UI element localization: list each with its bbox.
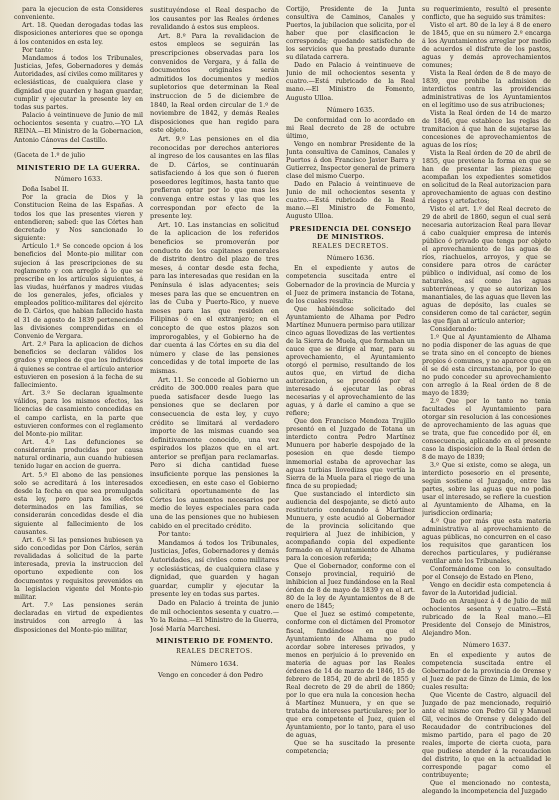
paragraph: Art. 7.º Las pensiones serán declaradas en virtud de expedientes instruidos con arreglo á las disposiciones del Monte-pio militar, — [14, 602, 143, 634]
paragraph: Visto el art. 1.º del Real decreto de 29 de abril de 1860, segun el cual será necesaria autorizacion Real para llevar á cabo cualquier empresa de interés público ó privado que tenga por objeto el aprovechamiento de las aguas de ríos, riachuelos, arroyos, y que se considere para otros de carácter público o individual, así como de los naturales, así como las aguas subterráneas, y que se autorizan los manantiales, de las aguas que lleven las aguas de depósito, las cuales se consideren como de tal carácter, según las que fijan al artículo anterior; — [422, 206, 551, 325]
paragraph: 4.º Que por más que esta materia administrativa al aprovechamiento de aguas públicas, no concurren en el caso los requisitos que garanticen los derechos particulares, y pudiéranse ventilar ante los Tribunales, — [422, 518, 551, 565]
section-heading: PRESIDENCIA DEL CONSEJO DE MINISTROS. — [289, 225, 412, 242]
paragraph: para la ejecucion de esta Consideres conveniente. — [14, 6, 143, 22]
section-heading: MINISTERIO DE FOMENTO. — [155, 637, 274, 646]
column-2 — [150, 6, 279, 796]
paragraph: Considerando: — [430, 326, 477, 333]
column-4 — [422, 6, 551, 796]
paragraph: Dado en Palacio á veintinueve de Junio de mil ochocientos sesenta y cuatro.—Está rubricado de la Real mano.—El Ministro de Fomento, Augusto Ulloa. — [286, 180, 415, 221]
paragraph: Mandamos á todos los Tribunales, Justicias, Jefes, Gobernadores y demás Autoridades, así civiles como militares y eclesiásticas, de cualquiera clase y dignidad, que guarden y hagan guardar, cumplir y ejecutar la presente ley en todas sus partes. — [150, 538, 279, 599]
paragraph: Conformándome con lo consultado por el Consejo de Estado en Pleno, — [422, 566, 551, 581]
paragraph: Dado en Palacio á veintinueve de Junio de mil ochocientos sesenta y cuatro.—Está rubricado de la Real mano.—El Ministro de Fomento, Augusto Ulloa. — [286, 62, 415, 102]
paragraph: Dado en Palacio á treinta de junio de mil ochocientos sesenta y cuatro.—Yo la Reina.—El Ministro de la Guerra, José María Marchesi. — [150, 598, 279, 633]
paragraph: Por tanto: — [158, 530, 191, 539]
paragraph: Artículo 1.º Se concede opcion á los beneficios del Monte-pio militar con sujecion á las prescripciones de su reglamento y con arreglo á lo que se prescribe en los artículos siguientes, á las viudas, huérfanos y madres viudas de los generales, jefes, oficiales y empleados político-militares del ejército de D. Cárlos, que habian fallecido hasta el 31 de agosto de 1839 perteneciendo las divisiones comprendidas en el Convenio de Vergara. — [14, 243, 143, 340]
gazette-citation: (Gaceta de 1.º de julio — [14, 151, 86, 159]
paragraph: Vengo en conceder á don Pedro — [158, 671, 263, 680]
paragraph: Por la gracia de Dios y la Constitucion Reina de las Españas. A todos los que las presentes vieren y entendieren; sabed: que las Córtes han decretado y Nos sancionado lo siguiente: — [14, 194, 143, 243]
paragraph: Que habiéndose solicitado del Ayuntamiento de Alhama por Pedro Martínez Munuera permiso para utilizar cinco aguas llovedizas de las vertientes de la Sierra de Muela, que formaban un cauce que se dirige al mar, para su aprovechamiento, el Ayuntamiento otorgó el permiso, resultando de los autos que, en virtud de dicha autorizacion, se procedió por el interesado á ejecutar las obras necesarias y el aprovechamiento de las aguas, y á darle el camino a que se refiere; — [286, 305, 415, 418]
paragraph: 2.º Que por lo tanto no tenia facultades el Ayuntamiento para otorgar sin resolucion á las concesiones de aprovechamiento de las aguas que se trata, que fue concedido por él, en consecuencia, aplicando en el presente caso la disposicion de la Real órden de 8 de mayo de 1839; — [422, 398, 551, 461]
paragraph: Art. 10. Las instancias en solicitud de la aplicacion de los referidos beneficios se promoverán por conducto de los capitanes generales de distrito dentro del plazo de tres meses, á contar desde esta fecha, para las interesadas que residan en la Península é islas adyacentes; seis meses para las que se encuentren en las de Cuba y Puerto-Rico, y nueve meses para las que residen en Filipinas ó en el extranjero; en el concepto de que estos plazos son improrogables, y el Gobierno ha de dar cuenta á las Córtes en su dia del número y clase de las pensiones concedidas y de total importe de las mismas. — [150, 220, 279, 375]
paragraph: Que sustanciado el interdicto sin audiencia del despojante, se dictó auto restitutorio condenando á Martínez Munuera, y este acudió al Gobernador de la provincia solicitando que requiriera al Juez de inhibicion, y acompañando copia del expediente formado en el Ayuntamiento de Alhama para la concesion referida; — [286, 490, 415, 563]
paragraph: En el expediente y autos de competencia suscitada entre el Gobernador de la provincia de Murcia y el Juez de primera instancia de Totana, de los cuales resulta: — [286, 265, 415, 305]
paragraph: En el expediente y autos de competencia suscitada entre el Gobernador de la provincia de Orense y el Juez de paz de Ginzo de Limia, de los cuales resulta: — [422, 652, 551, 691]
paragraph: Que don Francisco Mendoza Trujillo presentó en el Juzgado de Totana un interdicto contra Pedro Martínez Munuera por haberle despojado de la posesion en que desde tiempo inmemorial estaba de aprovechar las aguas turbias llovedizas que vertía la Sierra de la Muela para el riego de una finca de su propiedad; — [286, 418, 415, 490]
divider-rule — [53, 148, 105, 149]
paragraph: Art. 18. Quedan derogadas todas las disposiciones anteriores que se oponga á los contenidos en esta ley. — [14, 22, 143, 46]
decree-number: Número 1634. — [190, 659, 239, 668]
paragraph: Vista la Real órden de 20 de abril de 1855, que previene la forma en que se han de presentar las piezas que acompañan los expedientes sometidos en solicitud de la Real autorizacion para aprovechamiento de aguas con destino á riegos y artefactos; — [422, 150, 551, 205]
paragraph: Vista la Real órden de 8 de mayo de 1839, que prohibe la admision de interdictos contra las providencias administrativas de los Ayuntamientos en el legítimo uso de sus atribuciones; — [422, 70, 551, 109]
decree-number: Número 1637. — [462, 641, 511, 649]
column-1 — [14, 6, 143, 796]
paragraph: Que se ha suscitado la presente competencia; — [286, 740, 415, 756]
paragraph: Que el Juez se estimó competente, conforme con el dictámen del Promotor fiscal, fundándose en que el Ayuntamiento de Alhama no pudo acordar sobre intereses privados, y menos en perjuicio á lo prevenido en materia de aguas por las Reales órdenes de 14 de marzo de 1846, 15 de febrero de 1854, 20 de abril de 1855 y Real decreto de 29 de abril de 1860; por lo que era nula la concesion hecha á Martínez Munuera, y en que se trataba de intereses particulares; por lo que era competente el Juez, quien el Ayuntamiento, por lo tanto, para el uso de aguas, — [286, 611, 415, 740]
paragraph: Dado en Aranjuez á 4 de Julio de mil ochocientos sesenta y cuatro.—Está rubricado de la Real mano.—El Presidente del Consejo de Ministros, Alejandro Mon. — [422, 598, 551, 637]
paragraph: sustituyéndose el Real despacho de los causantes por las Reales órdenes revalidando á estos sus empleos. — [150, 6, 279, 32]
paragraph: Art. 4.º Las defunciones se considerarán producidas por causa natural ordinaria, aun cuando hubiesen tenido lugar en accion de guerra. — [14, 438, 143, 471]
paragraph: Por tanto: — [22, 46, 54, 54]
column-3 — [286, 6, 415, 796]
section-subheading: REALES DECRETOS. — [312, 243, 389, 251]
decree-number: Número 1635. — [326, 105, 375, 114]
paragraph: 3.º Que si existe, como se alega, un interdicto posesorio en el presente, según sostiene el Juzgado, entre las partes, sobre las aguas que no podia usar el interesado, se refiere la cuestion al Ayuntamiento de Alhama, en la jurisdiccion ordinaria; — [422, 462, 551, 517]
paragraph: Palacio á veintinueve de Junio de mil ochocientos sesenta y cuatro.—YO LA REINA.—El Ministro de la Gobernacion, Antonio Cánovas del Castillo. — [14, 112, 143, 144]
paragraph: De conformidad con lo acordado en mi Real decreto de 28 de octubre último, — [286, 116, 415, 140]
paragraph: Art. 2.º Para la aplicacion de dichos beneficios se declaran válidos los grados y empleos de que los individuos á quienes se contrae el artículo anterior estuvieren en posesion á la fecha de su fallecimiento. — [14, 341, 143, 389]
paragraph: Art. 5.º El abono de las pensiones solo se acreditará á los interesados desde la fecha en que sea promulgada esta ley, pero para los efectos determinados en las familias, se considerarán concedidas desde el dia siguiente al fallecimiento de los causantes. — [14, 471, 143, 536]
paragraph: Visto el art. 80 de la ley á 8 de enero de 1845, que en su número 2.º encarga á los Ayuntamientos arreglar por medio de acuerdos el disfrute de los pastos, aguas y demás aprovechamientos comunes; — [422, 22, 551, 69]
paragraph: Que Vicente de Castro, alguacil del Juzgado de paz mencionado, requirió ante el mismo con Pedro Gil y Manuel Gil, vecinos de Orense y delegado del Recaudador de contribuciones del mismo partido, para el pago de 20 reales, importe de cierta cuota, para que pudiese atender á la recaudacion del distrito, lo que en la actualidad le corresponde pagar como el contribuyente; — [422, 692, 551, 779]
decree-number: Número 1636. — [326, 254, 375, 263]
section-heading: MINISTERIO DE LA GUERRA. — [16, 163, 141, 172]
paragraph: 1.º Que al Ayuntamiento de Alhama no podia disponer de las aguas de que se trata sino en el concepto de bienes propios ó comunes, y no aparece que en él se dé esta circunstancia, por lo que no pudo conceder su aprovechamiento con arreglo á la Real órden de 8 de mayo de 1839; — [422, 334, 551, 397]
paragraph: Vengo en decidir esta competencia á favor de la Autoridad judicial. — [422, 582, 551, 597]
section-subheading: REALES DECRETOS. — [176, 647, 253, 655]
paragraph: Vista la Real órden de 14 de marzo de 1846, que establece las reglas de tramitacion á que han de sujetarse las concesiones de aprovechamientos de aguas de los ríos; — [422, 110, 551, 149]
paragraph: Art. 3.º Se declaran igualmente válidos, para los mismos efectos, las licencias de casamiento concedidas en el campo carlista, en la parte que estuvieren conformes con el reglamento del Monte-pio militar. — [14, 390, 143, 438]
paragraph: Art. 9.º Las pensiones en el dia reconocidas por derechos anteriores al ingreso de los causantes en las filas de D. Cárlos, se continuarán satisfaciendo á los que son ó fueren poseedores legítimos, hasta tanto que prefieran optar por lo que mas les convenga entre estas y las que les correspondan por efecto de la presente ley. — [150, 134, 279, 221]
paragraph: Que el Gobernador, conforme con el Consejo provincial, requirió de inhibicion al Juez fundándose en la Real órden de 8 de mayo de 1839 y en el art. 80 de la ley de Ayuntamientos de 8 de enero de 1845; — [286, 563, 415, 611]
paragraph: su requerimiento, resultó el presente conflicto, que ha seguido sus trámites: — [422, 6, 551, 21]
paragraph: Doña Isabel II. — [22, 186, 69, 194]
decree-number: Número 1633. — [54, 174, 103, 183]
paragraph: Art. 6.º Si las pensiones hubiesen ya sido concedidas por Don Cárlos, serán revalidadas á solicitud de la parte interesada, previa la instruccion del oportuno expediente con los documentos y requisitos prevenidos en la legislacion vigente del Monte-pio militar. — [14, 536, 143, 601]
paragraph: Art. 8.º Para la revalidacion de estos empleos se seguirán las prescripciones observadas para los convenidos de Vergara, y á falla de documentos originales serán admitidos los documentos y medios supletorios que determinan la Real instruccion de 5 de diciembre de 1840, la Real orden circular de 1.º de noviembre de 1842, y demás Reales disposiciones que han regido para este objeto. — [150, 31, 279, 135]
paragraph: Cortijo, Presidente de la Junta consultiva de Caminos, Canales y Puertos, la jubilacion que solicita, por el haber que por clasificacion le corresponda; quedando satisfecho de los servicios que ha prestado durante su dilatada carrera. — [286, 6, 415, 62]
paragraph: Art. 11. Se concede al Gobierno un crédito de 300.000 reales para que pueda satisfacer desde luego las pensiones que se declaren por consecuencia de esta ley, y cuyo crédito se limitará al verdadero importe de las mismas cuando sea definitivamente conocido, una vez espirados los plazos que en el art. anterior se prefijan para reclamarlas. Pero si dicha cantidad fuese insuficiente porque las pensiones la excediesen, en este caso el Gobierno solicitará oportunamente de las Córtes los aumentos necesarios por medio de leyes especiales para cada una de las pensiones que no hubiesen cabido en el precitado crédito. — [150, 375, 279, 530]
paragraph: Mandamos á todos los Tribunales, Justicias, Jefes, Gobernadores y demás Autoridades, así civiles como militares y eclesiásticas, de cualquiera clase y dignidad que guarden y hagan guardar, cumplir y ejecutar la presente ley en todas sus partes. — [14, 54, 143, 111]
paragraph: Vengo en nombrar Presidente de la Junta consultiva de Caminos, Canales y Puertos á don Francisco Javier Barra y Gutierrez, Inspector general de primera clase del mismo Cuerpo. — [286, 140, 415, 180]
paragraph: Que el mencionado no contesta, alegando la incompetencia del Juzgado — [422, 780, 551, 795]
